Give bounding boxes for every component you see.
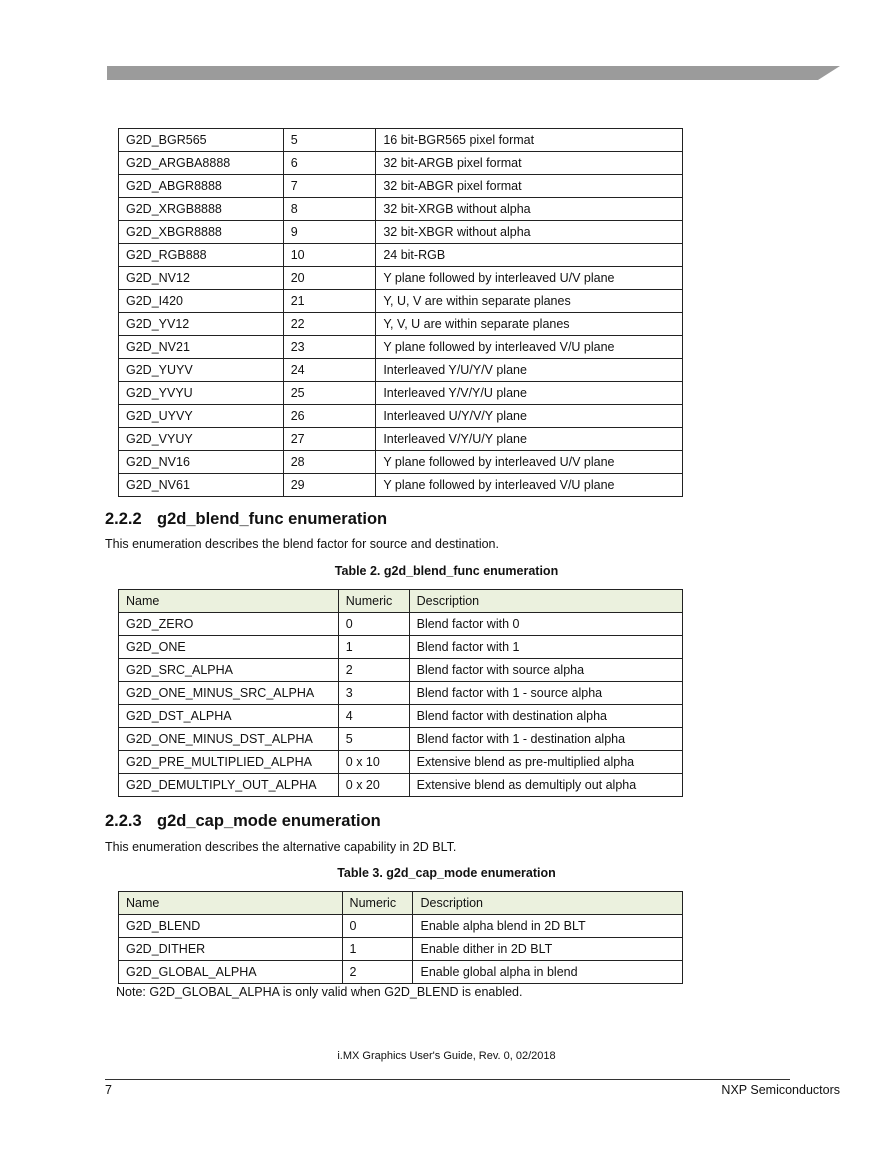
cell-description: Enable alpha blend in 2D BLT (413, 915, 683, 938)
cell-description: Interleaved Y/U/Y/V plane (376, 359, 683, 382)
cell-numeric: 28 (283, 451, 376, 474)
cell-name: G2D_DEMULTIPLY_OUT_ALPHA (119, 774, 339, 797)
cell-description: Blend factor with 0 (409, 613, 682, 636)
table-header-row (119, 892, 683, 915)
header-description: Description (413, 892, 683, 915)
cell-description: Interleaved V/Y/U/Y plane (376, 428, 683, 451)
cell-numeric: 8 (283, 198, 376, 221)
table-row (119, 705, 683, 728)
cell-description: 32 bit-ABGR pixel format (376, 175, 683, 198)
cell-name: G2D_XRGB8888 (119, 198, 284, 221)
table-row (119, 938, 683, 961)
section-description: This enumeration describes the blend factor for source and destination. (105, 537, 499, 551)
cell-description: Y, V, U are within separate planes (376, 313, 683, 336)
table-row (119, 359, 683, 382)
header-numeric: Numeric (342, 892, 413, 915)
table-row (119, 451, 683, 474)
header-description: Description (409, 590, 682, 613)
table-row (119, 336, 683, 359)
cell-description: Enable dither in 2D BLT (413, 938, 683, 961)
section-heading-cap-mode (105, 812, 381, 831)
cell-description: Blend factor with 1 - destination alpha (409, 728, 682, 751)
cell-numeric: 27 (283, 428, 376, 451)
cell-description: Blend factor with source alpha (409, 659, 682, 682)
table-row (119, 313, 683, 336)
cell-numeric: 20 (283, 267, 376, 290)
cell-name: G2D_UYVY (119, 405, 284, 428)
cell-numeric: 5 (338, 728, 409, 751)
footer-company: NXP Semiconductors (721, 1083, 840, 1097)
cell-name: G2D_YUYV (119, 359, 284, 382)
cell-name: G2D_BGR565 (119, 129, 284, 152)
table-row (119, 290, 683, 313)
pixel-format-table (118, 128, 683, 497)
table-caption: Table 2. g2d_blend_func enumeration (334, 564, 559, 578)
cell-name: G2D_NV16 (119, 451, 284, 474)
cell-numeric: 9 (283, 221, 376, 244)
cell-description: Blend factor with 1 (409, 636, 682, 659)
cell-name: G2D_PRE_MULTIPLIED_ALPHA (119, 751, 339, 774)
cell-name: G2D_YV12 (119, 313, 284, 336)
blend-func-table-body (119, 613, 683, 797)
table-row (119, 382, 683, 405)
table-row (119, 751, 683, 774)
cell-description: Y plane followed by interleaved V/U plane (376, 336, 683, 359)
cell-name: G2D_YVYU (119, 382, 284, 405)
cell-numeric: 23 (283, 336, 376, 359)
page-number: 7 (105, 1083, 112, 1097)
cell-name: G2D_VYUY (119, 428, 284, 451)
cell-numeric: 21 (283, 290, 376, 313)
section-heading-blend-func (105, 510, 387, 529)
cell-description: Extensive blend as demultiply out alpha (409, 774, 682, 797)
table-row (119, 267, 683, 290)
table-row (119, 175, 683, 198)
cell-name: G2D_DITHER (119, 938, 343, 961)
table-row (119, 961, 683, 984)
cell-name: G2D_I420 (119, 290, 284, 313)
blend-func-table (118, 589, 683, 797)
table-caption: Table 3. g2d_cap_mode enumeration (337, 866, 556, 880)
header-name: Name (119, 590, 339, 613)
table-row (119, 682, 683, 705)
header-name: Name (119, 892, 343, 915)
cell-description: Interleaved Y/V/Y/U plane (376, 382, 683, 405)
cell-name: G2D_BLEND (119, 915, 343, 938)
cell-name: G2D_GLOBAL_ALPHA (119, 961, 343, 984)
cell-name: G2D_ONE_MINUS_SRC_ALPHA (119, 682, 339, 705)
cell-numeric: 5 (283, 129, 376, 152)
cell-name: G2D_ABGR8888 (119, 175, 284, 198)
cell-description: 16 bit-BGR565 pixel format (376, 129, 683, 152)
cell-numeric: 1 (338, 636, 409, 659)
cell-description: Blend factor with 1 - source alpha (409, 682, 682, 705)
cap-mode-table-body (119, 915, 683, 984)
cell-numeric: 2 (338, 659, 409, 682)
cell-numeric: 29 (283, 474, 376, 497)
cell-numeric: 10 (283, 244, 376, 267)
section-description: This enumeration describes the alternative capability in 2D BLT. (105, 840, 457, 854)
cell-name: G2D_NV61 (119, 474, 284, 497)
table-row (119, 613, 683, 636)
pixel-format-table-body (119, 129, 683, 497)
cell-name: G2D_RGB888 (119, 244, 284, 267)
table-row (119, 636, 683, 659)
cell-description: Interleaved U/Y/V/Y plane (376, 405, 683, 428)
table-header-row (119, 590, 683, 613)
cell-numeric: 4 (338, 705, 409, 728)
cell-description: Blend factor with destination alpha (409, 705, 682, 728)
note-text: Note: G2D_GLOBAL_ALPHA is only valid when G2D_BLEND is enabled. (116, 985, 523, 999)
table-row (119, 774, 683, 797)
table-row (119, 221, 683, 244)
cell-description: Y plane followed by interleaved U/V plane (376, 451, 683, 474)
cell-numeric: 24 (283, 359, 376, 382)
table-row (119, 405, 683, 428)
section-number: 2.2.2 (105, 510, 142, 528)
table-row (119, 659, 683, 682)
cell-numeric: 0 (342, 915, 413, 938)
cell-name: G2D_XBGR8888 (119, 221, 284, 244)
cell-description: Y plane followed by interleaved U/V plane (376, 267, 683, 290)
cell-description: Y, U, V are within separate planes (376, 290, 683, 313)
cell-numeric: 7 (283, 175, 376, 198)
footer-doc-title: i.MX Graphics User's Guide, Rev. 0, 02/2018 (337, 1050, 556, 1062)
table-row (119, 474, 683, 497)
cell-description: Enable global alpha in blend (413, 961, 683, 984)
cell-numeric: 0 x 10 (338, 751, 409, 774)
table-row (119, 129, 683, 152)
section-number: 2.2.3 (105, 812, 142, 830)
page-header-bar (107, 66, 840, 80)
table-row (119, 198, 683, 221)
table-row (119, 728, 683, 751)
cap-mode-table (118, 891, 683, 984)
cell-numeric: 1 (342, 938, 413, 961)
cell-numeric: 2 (342, 961, 413, 984)
cell-numeric: 0 x 20 (338, 774, 409, 797)
cell-description: 24 bit-RGB (376, 244, 683, 267)
cell-numeric: 25 (283, 382, 376, 405)
cell-name: G2D_ARGBA8888 (119, 152, 284, 175)
cell-name: G2D_ONE (119, 636, 339, 659)
cell-numeric: 3 (338, 682, 409, 705)
section-title: g2d_cap_mode enumeration (157, 812, 381, 830)
cell-name: G2D_DST_ALPHA (119, 705, 339, 728)
cell-numeric: 26 (283, 405, 376, 428)
cell-numeric: 6 (283, 152, 376, 175)
cell-description: 32 bit-XRGB without alpha (376, 198, 683, 221)
cell-description: Y plane followed by interleaved V/U plane (376, 474, 683, 497)
cell-name: G2D_ZERO (119, 613, 339, 636)
table-row (119, 244, 683, 267)
cell-name: G2D_NV21 (119, 336, 284, 359)
section-title: g2d_blend_func enumeration (157, 510, 388, 528)
table-row (119, 152, 683, 175)
cell-description: 32 bit-ARGB pixel format (376, 152, 683, 175)
cell-name: G2D_SRC_ALPHA (119, 659, 339, 682)
cell-description: 32 bit-XBGR without alpha (376, 221, 683, 244)
table-row (119, 428, 683, 451)
cell-description: Extensive blend as pre-multiplied alpha (409, 751, 682, 774)
cell-numeric: 0 (338, 613, 409, 636)
cell-numeric: 22 (283, 313, 376, 336)
footer-divider (105, 1079, 790, 1080)
cell-name: G2D_ONE_MINUS_DST_ALPHA (119, 728, 339, 751)
header-numeric: Numeric (338, 590, 409, 613)
cell-name: G2D_NV12 (119, 267, 284, 290)
table-row (119, 915, 683, 938)
